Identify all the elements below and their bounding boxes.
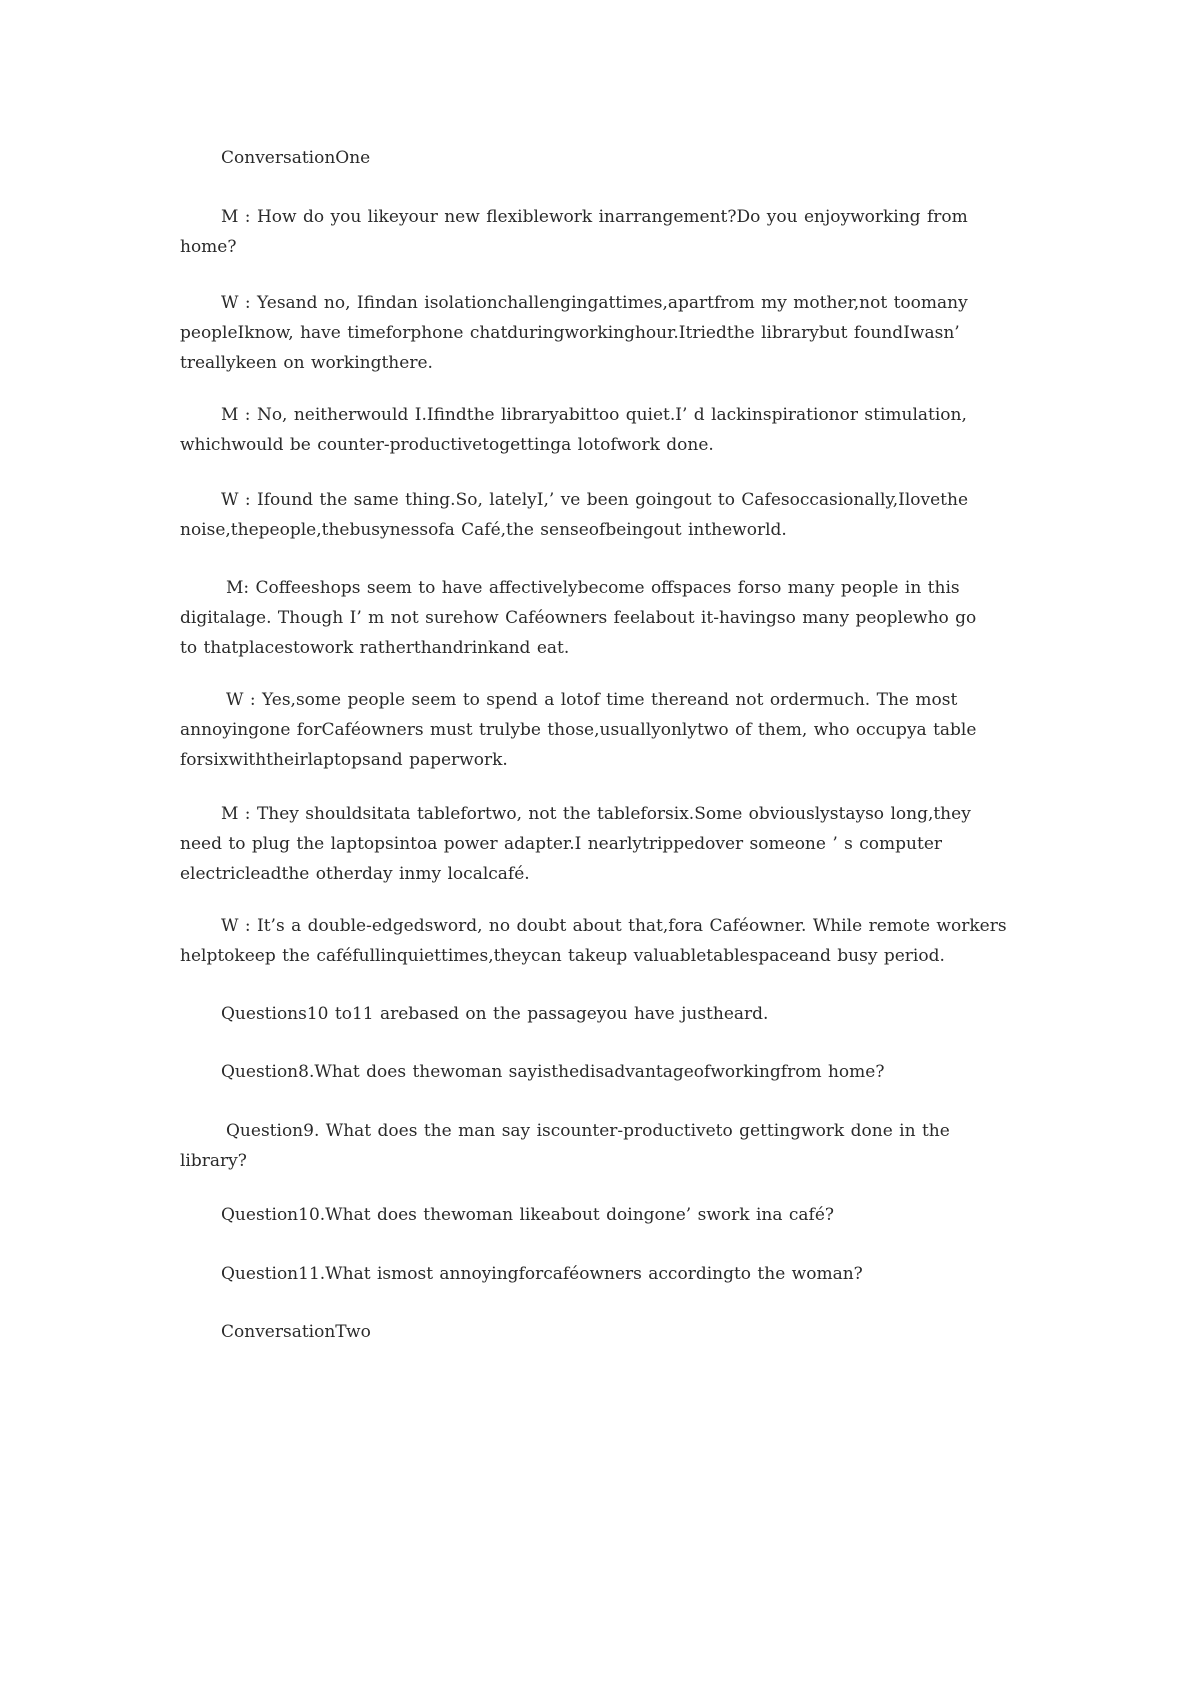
question-item <box>180 1200 1035 1230</box>
heading-conversation-one <box>180 143 1035 173</box>
dialogue-line: peopleIknow, have timeforphone chatduringworkinghour.Itriedthe librarybut foundIwasn’ <box>180 323 960 343</box>
dialogue-line: W : Yes,some people seem to spend a lotof time thereand not ordermuch. The most <box>226 690 958 710</box>
dialogue-line: M : How do you likeyour new flexiblework inarrangement?Do you enjoyworking from <box>221 207 968 227</box>
question-item <box>180 1259 1035 1289</box>
dialogue-line: helptokeep the caféfullinquiettimes,theycan takeup valuabletablespaceand busy period. <box>180 946 945 966</box>
question-line: library? <box>180 1151 247 1171</box>
question-line: Question9. What does the man say iscounter-productiveto gettingwork done in the <box>226 1121 950 1141</box>
dialogue-turn <box>180 799 1035 889</box>
dialogue-turn <box>180 911 1035 971</box>
question-line: Question8.What does thewoman sayisthedisadvantageofworkingfrom home? <box>221 1062 885 1082</box>
dialogue-line: annoyingone forCaféowners must trulybe those,usuallyonlytwo of them, who occupya table <box>180 720 977 740</box>
heading-text: ConversationTwo <box>221 1322 371 1342</box>
dialogue-line: home? <box>180 237 237 257</box>
question-line: Question10.What does thewoman likeabout doingone’ swork ina café? <box>221 1205 834 1225</box>
dialogue-line: noise,thepeople,thebusynessofa Café,the senseofbeingout intheworld. <box>180 520 787 540</box>
heading-text: ConversationOne <box>221 148 371 168</box>
question-item <box>180 1057 1035 1087</box>
dialogue-line: electricleadthe otherday inmy localcafé. <box>180 864 530 884</box>
dialogue-turn <box>180 685 1035 775</box>
questions-intro-text: Questions10 to11 arebased on the passageyou have justheard. <box>221 1004 769 1024</box>
dialogue-line: W : Ifound the same thing.So, latelyI,’ ve been goingout to Cafesoccasionally,Ilovethe <box>221 490 969 510</box>
dialogue-line: whichwould be counter-productivetogettinga lotofwork done. <box>180 435 714 455</box>
dialogue-turn <box>180 573 1035 663</box>
dialogue-turn <box>180 400 1035 460</box>
dialogue-line: treallykeen on workingthere. <box>180 353 433 373</box>
dialogue-line: W : Yesand no, Ifindan isolationchallengingattimes,apartfrom my mother,not toomany <box>221 293 968 313</box>
dialogue-line: W : It’s a double-edgedsword, no doubt about that,fora Caféowner. While remote workers <box>221 916 1007 936</box>
dialogue-line: need to plug the laptopsintoa power adapter.I nearlytrippedover someone ’ s computer <box>180 834 943 854</box>
dialogue-turn <box>180 202 1035 262</box>
dialogue-turn <box>180 288 1035 378</box>
dialogue-line: M : They shouldsitata tablefortwo, not the tableforsix.Some obviouslystayso long,they <box>221 804 971 824</box>
dialogue-line: digitalage. Though I’ m not surehow Caféowners feelabout it-havingso many peoplewho go <box>180 608 977 628</box>
dialogue-line: M : No, neitherwould I.Ifindthe libraryabittoo quiet.I’ d lackinspirationor stimulation, <box>221 405 967 425</box>
dialogue-turn <box>180 485 1035 545</box>
dialogue-line: forsixwiththeirlaptopsand paperwork. <box>180 750 508 770</box>
question-item <box>180 1116 1035 1176</box>
dialogue-line: to thatplacestowork ratherthandrinkand eat. <box>180 638 570 658</box>
dialogue-line: M: Coffeeshops seem to have affectivelybecome offspaces forso many people in this <box>226 578 960 598</box>
questions-intro <box>180 999 1035 1029</box>
heading-conversation-two <box>180 1317 1035 1347</box>
question-line: Question11.What ismost annoyingforcaféowners accordingto the woman? <box>221 1264 863 1284</box>
